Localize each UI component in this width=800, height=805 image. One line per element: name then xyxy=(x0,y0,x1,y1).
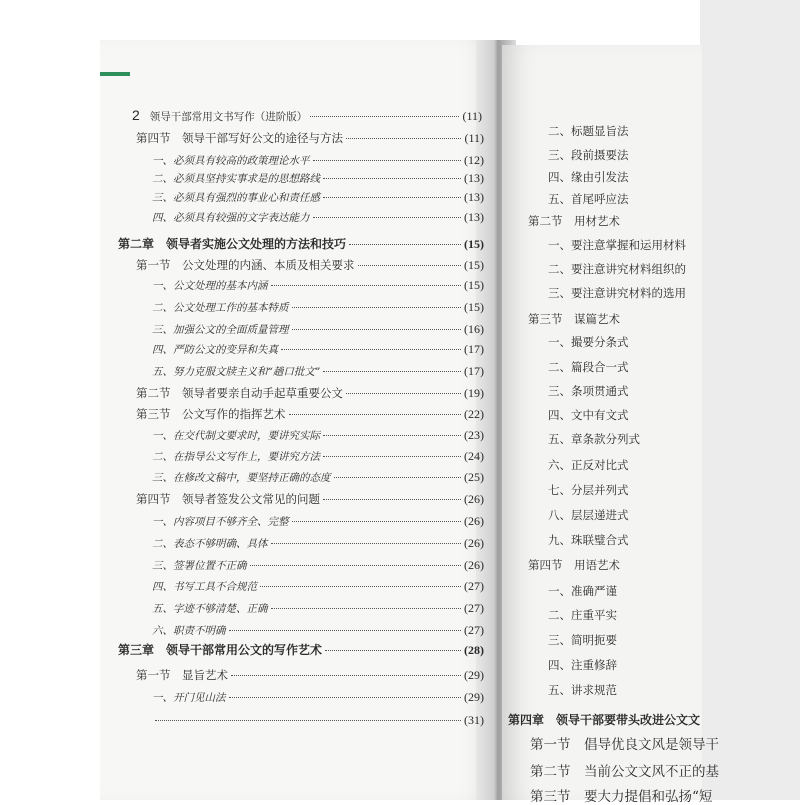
toc-entry-title: 三、在修改文稿中，要坚持正确的态度 xyxy=(152,472,331,484)
toc-entry-page: (29) xyxy=(464,690,484,704)
toc-entry-title: 第一节 显旨艺术 xyxy=(136,668,228,682)
background-right xyxy=(700,0,800,800)
leader-dots xyxy=(271,543,462,544)
toc-entry-right: 一、准确严谨 xyxy=(548,584,617,598)
toc-entry xyxy=(136,131,484,145)
toc-entry xyxy=(152,278,484,293)
toc-entry-page: (25) xyxy=(464,470,484,484)
toc-entry-page: (29) xyxy=(464,668,484,682)
toc-entry-title: 三、必须具有强烈的事业心和责任感 xyxy=(152,192,320,204)
leader-dots xyxy=(323,197,461,198)
toc-entry-page: (13) xyxy=(464,210,484,224)
leader-dots xyxy=(313,160,462,161)
toc-entry-right: 六、正反对比式 xyxy=(548,458,629,472)
toc-entry-title: 一、内容项目不够齐全、完整 xyxy=(152,516,289,528)
leader-dots xyxy=(323,456,461,457)
leader-dots xyxy=(323,435,461,436)
leader-dots xyxy=(313,217,462,218)
leader-dots xyxy=(323,178,461,179)
running-title: 领导干部常用文书写作（进阶版） xyxy=(149,111,308,123)
leader-dots xyxy=(271,285,462,286)
toc-entry xyxy=(152,449,484,464)
toc-entry xyxy=(152,190,484,205)
toc-entry-right: 第四节 用语艺术 xyxy=(528,558,620,572)
toc-entry-page: (22) xyxy=(464,407,484,421)
toc-entry-page: (27) xyxy=(464,579,484,593)
toc-entry xyxy=(152,623,484,638)
leader-dots xyxy=(310,116,459,117)
leader-dots xyxy=(271,608,462,609)
toc-entry-page: (15) xyxy=(464,278,484,292)
toc-entry-title: 第二章 领导者实施公文处理的方法和技巧 xyxy=(118,237,347,251)
toc-entry-title: 二、在指导公文写作上，要讲究方法 xyxy=(152,451,320,463)
toc-entry-page: (15) xyxy=(464,300,484,314)
toc-entry-page: (13) xyxy=(464,171,484,185)
leader-dots xyxy=(346,393,461,394)
leader-dots xyxy=(281,349,461,350)
toc-entry-title: 第三章 领导干部常用公文的写作艺术 xyxy=(118,643,323,657)
leader-dots xyxy=(358,265,462,266)
toc-entry-title: 第一节 公文处理的内涵、本质及相关要求 xyxy=(136,258,355,272)
toc-entry-page: (26) xyxy=(464,536,484,550)
toc-entry-title: 第四节 领导者签发公文常见的问题 xyxy=(136,492,320,506)
toc-entry-right: 二、要注意讲究材料组织的 xyxy=(548,262,686,276)
toc-entry xyxy=(152,514,484,529)
toc-entry xyxy=(152,470,484,485)
leader-dots xyxy=(323,371,461,372)
leader-dots xyxy=(349,244,461,245)
toc-entry xyxy=(152,153,484,168)
toc-entry-right: 七、分层并列式 xyxy=(548,483,629,497)
toc-entry xyxy=(118,643,484,657)
leader-dots xyxy=(292,329,462,330)
toc-entry xyxy=(152,536,484,551)
toc-entry xyxy=(136,386,484,400)
toc-entry xyxy=(152,342,484,357)
leader-dots xyxy=(346,138,461,139)
toc-entry-right: 第三节 要大力提倡和弘扬“短 xyxy=(530,789,713,805)
toc-entry-page: (16) xyxy=(464,322,484,336)
leader-dots xyxy=(292,521,462,522)
toc-entry-right: 五、讲求规范 xyxy=(548,683,617,697)
toc-entry-title: 四、严防公文的变异和失真 xyxy=(152,344,278,356)
header-page: (11) xyxy=(462,109,482,123)
toc-entry-right: 三、要注意讲究材料的选用 xyxy=(548,286,686,300)
leader-dots xyxy=(325,650,461,651)
toc-entry-right: 三、条项贯通式 xyxy=(548,384,629,398)
toc-entry-right: 二、篇段合一式 xyxy=(548,360,629,374)
toc-entry-right: 五、首尾呼应法 xyxy=(548,192,629,206)
toc-entry-right: 第一节 倡导优良文风是领导干 xyxy=(530,737,719,753)
toc-entry-page: (26) xyxy=(464,514,484,528)
leader-dots xyxy=(231,675,461,676)
toc-entry-title: 三、加强公文的全面质量管理 xyxy=(152,324,289,336)
toc-entry xyxy=(118,237,484,251)
toc-entry-right: 一、要注意掌握和运用材料 xyxy=(548,238,686,252)
toc-entry-right: 一、撮要分条式 xyxy=(548,335,629,349)
toc-entry-page: (13) xyxy=(464,190,484,204)
toc-entry-right: 三、简明扼要 xyxy=(548,633,617,647)
toc-entry xyxy=(152,364,484,379)
toc-entry-right: 九、珠联璧合式 xyxy=(548,533,629,547)
toc-entry xyxy=(152,322,484,337)
page-number: 2 xyxy=(132,107,140,123)
toc-entry-right: 四、文中有文式 xyxy=(548,408,629,422)
toc-entry-page: (15) xyxy=(464,237,484,251)
toc-entry-right: 第四章 领导干部要带头改进公文文 xyxy=(508,713,701,727)
toc-entry-title: 三、签署位置不正确 xyxy=(152,560,247,572)
leader-dots xyxy=(229,697,462,698)
toc-entry xyxy=(136,258,484,272)
toc-entry-right: 五、章条款分列式 xyxy=(548,432,640,446)
toc-entry-page: (19) xyxy=(464,386,484,400)
toc-entry xyxy=(152,601,484,616)
toc-entry-right: 第三节 谋篇艺术 xyxy=(528,312,620,326)
toc-entry-page: (11) xyxy=(464,131,484,145)
toc-entry-right: 第二节 当前公文文风不正的基 xyxy=(530,764,719,780)
leader-dots xyxy=(250,565,462,566)
leader-dots xyxy=(289,414,462,415)
toc-entry-right: 四、注重修辞 xyxy=(548,658,617,672)
cover-edge xyxy=(100,72,130,76)
toc-entry-page: (23) xyxy=(464,428,484,442)
toc-entry-page: (17) xyxy=(464,342,484,356)
toc-entry-title: 五、字迹不够清楚、正确 xyxy=(152,603,268,615)
leader-dots xyxy=(323,499,461,500)
toc-entry-right: 四、缘由引发法 xyxy=(548,170,629,184)
toc-entry xyxy=(152,171,484,186)
toc-entry xyxy=(152,300,484,315)
toc-entry-right: 三、段前摄要法 xyxy=(548,148,629,162)
toc-entry-title: 一、在交代制文要求时，要讲究实际 xyxy=(152,430,320,442)
toc-entry-title: 五、努力克服文牍主义和“趟口批文” xyxy=(152,366,321,378)
toc-entry xyxy=(152,579,484,594)
toc-entry-page: (12) xyxy=(464,153,484,167)
toc-entry-page: (27) xyxy=(464,601,484,615)
toc-entry-title: 六、职责不明确 xyxy=(152,625,226,637)
toc-entry xyxy=(152,713,484,727)
leader-dots xyxy=(229,630,462,631)
toc-entry-title: 四、必须具有较强的文字表达能力 xyxy=(152,212,310,224)
toc-entry xyxy=(152,210,484,225)
toc-entry-title: 二、必须具坚持实事求是的思想路线 xyxy=(152,173,320,185)
toc-entry-right: 二、庄重平实 xyxy=(548,608,617,622)
leader-dots xyxy=(334,477,462,478)
toc-entry-right: 第二节 用材艺术 xyxy=(528,214,620,228)
toc-entry-right: 八、层层递进式 xyxy=(548,508,629,522)
toc-entry xyxy=(152,428,484,443)
toc-entry-title: 二、表态不够明确、具体 xyxy=(152,538,268,550)
toc-entry xyxy=(136,492,484,506)
toc-entry-right: 二、标题显旨法 xyxy=(548,124,629,138)
toc-entry xyxy=(152,690,484,705)
toc-entry-page: (15) xyxy=(464,258,484,272)
leader-dots xyxy=(155,720,461,721)
toc-entry-page: (27) xyxy=(464,623,484,637)
toc-entry-page: (17) xyxy=(464,364,484,378)
toc-entry-page: (28) xyxy=(464,643,484,657)
toc-entry-title: 一、公文处理的基本内涵 xyxy=(152,280,268,292)
toc-entry xyxy=(136,668,484,682)
toc-entry-title: 第四节 领导干部写好公文的途径与方法 xyxy=(136,131,343,145)
leader-dots xyxy=(260,586,461,587)
toc-entry-page: (26) xyxy=(464,492,484,506)
toc-entry-title: 第二节 领导者要亲自动手起草重要公文 xyxy=(136,386,343,400)
toc-entry-title: 一、开门见山法 xyxy=(152,692,226,704)
toc-entry-title: 四、书写工具不合规范 xyxy=(152,581,257,593)
toc-entry-page: (31) xyxy=(464,713,484,727)
toc-entry-title: 二、公文处理工作的基本特质 xyxy=(152,302,289,314)
toc-entry-page: (24) xyxy=(464,449,484,463)
page-header xyxy=(132,108,482,124)
toc-entry-title: 第三节 公文写作的指挥艺术 xyxy=(136,407,286,421)
leader-dots xyxy=(292,307,462,308)
toc-entry xyxy=(136,407,484,421)
toc-entry xyxy=(152,558,484,573)
toc-entry-page: (26) xyxy=(464,558,484,572)
toc-entry-title: 一、必须具有较高的政策理论水平 xyxy=(152,155,310,167)
